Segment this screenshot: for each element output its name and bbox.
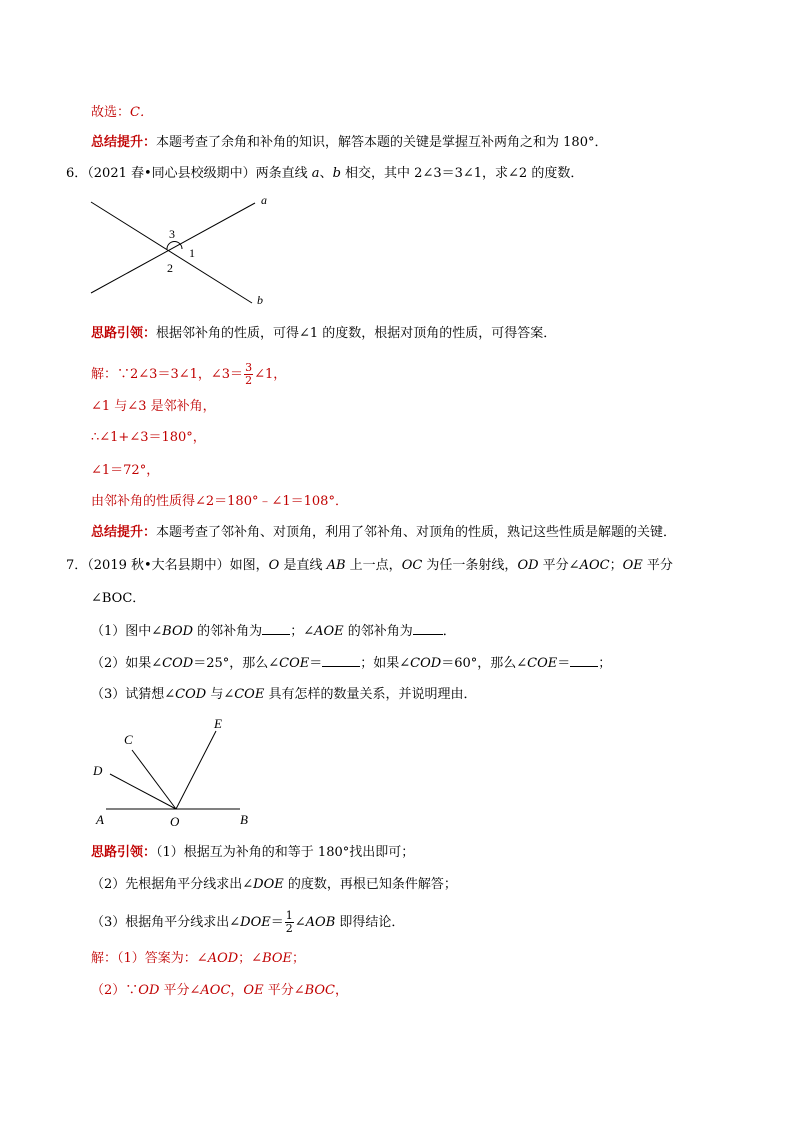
- label-b: b: [257, 293, 263, 307]
- p1-text: （1）图中∠: [91, 624, 163, 639]
- sol2-text: ，: [335, 983, 349, 998]
- sol2-text: （2）∵: [91, 983, 139, 998]
- q6-sol-line3: ∴∠1+∠3＝180°，: [91, 430, 206, 445]
- var-BOD: BOD: [162, 624, 194, 639]
- summary-label: 总结提升：: [91, 135, 157, 150]
- ray-OD: [110, 774, 176, 809]
- idea3-text: 即得结论．: [335, 915, 405, 930]
- q7-stem-line1: [66, 557, 673, 575]
- q6-idea: [91, 325, 556, 343]
- var-a: a: [311, 166, 320, 181]
- p2-text: （2）如果∠: [91, 656, 163, 671]
- q6-stem-tail: 相交，其中 2∠3＝3∠1，求∠2 的度数．: [340, 166, 584, 181]
- p1-text: 的邻补角为: [193, 624, 263, 639]
- choice-value: C．: [130, 105, 153, 120]
- var-BOE: BOE: [262, 951, 293, 966]
- p2-text: ＝: [309, 656, 323, 671]
- var-BOC: BOC: [304, 983, 336, 998]
- q7-stem-text: 7．（2019 秋•大名县期中）如图，: [66, 558, 269, 573]
- frac-num: 3: [245, 361, 253, 374]
- var-AOE: AOE: [314, 624, 344, 639]
- sol-label: 解：: [91, 951, 118, 966]
- q6-stem-text: 6．（2021 春•同心县校级期中）两条直线: [66, 166, 312, 181]
- var-COE: COE: [527, 656, 558, 671]
- ray-OE: [176, 731, 216, 809]
- idea-label: 思路引领：: [91, 845, 157, 860]
- choice-label: 故选：: [91, 105, 131, 120]
- p3-text: 与∠: [206, 687, 235, 702]
- q6-figure: [85, 192, 285, 308]
- q6-sol-line1: [91, 362, 286, 387]
- q7-stem-text: 是直线: [279, 558, 327, 573]
- p2-text: ；: [598, 656, 612, 671]
- idea-text: （1）根据互为补角的和等于 180°找出即可；: [156, 845, 415, 860]
- var-COD: COD: [410, 656, 442, 671]
- ray-OC: [132, 750, 176, 809]
- q7-stem-line2: ∠BOC．: [91, 591, 146, 606]
- frac-den: 2: [285, 922, 293, 935]
- var-O: O: [268, 558, 280, 573]
- q7-stem-text: 为任一条射线，: [422, 558, 518, 573]
- sol1-text: （1）答案为：∠: [117, 951, 208, 966]
- q7-figure: [90, 714, 260, 832]
- p2-text: ＝60°，那么∠: [441, 656, 528, 671]
- fraction-one-half: [285, 910, 294, 935]
- q7-part3: [91, 686, 476, 704]
- sol-text: ∵2∠3＝3∠1，∠3＝: [117, 367, 244, 382]
- q6-sol-line5: 由邻补角的性质得∠2＝180°﹣∠1＝108°．: [91, 494, 348, 509]
- summary-text: 本题考查了邻补角、对顶角，利用了邻补角、对顶角的性质，熟记这些性质是解题的关键．: [156, 525, 677, 540]
- idea2-text: （2）先根据角平分线求出∠: [91, 877, 254, 892]
- p2-text: ＝25°，那么∠: [193, 656, 280, 671]
- var-AOB: AOB: [305, 915, 336, 930]
- p3-text: （3）试猜想∠: [91, 687, 176, 702]
- label-C: C: [124, 732, 133, 747]
- var-COD: COD: [175, 687, 207, 702]
- sol2-text: 平分∠: [159, 983, 201, 998]
- q7-sol2: [91, 982, 348, 1000]
- p3-text: 具有怎样的数量关系，并说明理由．: [264, 687, 477, 702]
- var-AOC: AOC: [579, 558, 610, 573]
- idea2-text: 的度数，再根已知条件解答；: [283, 877, 457, 892]
- q6-stem: [66, 165, 583, 183]
- p2-text: ＝: [557, 656, 571, 671]
- var-OC: OC: [401, 558, 423, 573]
- var-COD: COD: [162, 656, 194, 671]
- summary-text: 本题考查了余角和补角的知识，解答本题的关键是掌握互补两角之和为 180°．: [156, 135, 608, 150]
- var-DOE: DOE: [240, 915, 271, 930]
- var-OE: OE: [243, 983, 264, 998]
- p1-text: ．: [442, 624, 456, 639]
- var-COE: COE: [279, 656, 310, 671]
- line-b: [91, 202, 252, 303]
- line-a: [91, 203, 255, 293]
- q7-idea2: [91, 876, 457, 894]
- q6-summary: [91, 524, 676, 542]
- var-AB: AB: [326, 558, 346, 573]
- q6-stem-sep: 、: [319, 166, 333, 181]
- sol2-text: ，: [230, 983, 244, 998]
- label-O: O: [170, 814, 180, 829]
- idea3-text: ∠: [294, 915, 306, 930]
- sol1-text: ；∠: [238, 951, 263, 966]
- idea-label: 思路引领：: [91, 326, 157, 341]
- angle-3-arc: [167, 242, 182, 250]
- answer-blank[interactable]: [570, 654, 598, 667]
- answer-blank[interactable]: [413, 622, 443, 635]
- var-AOC: AOC: [200, 983, 231, 998]
- label-3: 3: [169, 227, 175, 241]
- frac-den: 2: [245, 374, 253, 387]
- q7-idea: [91, 844, 414, 862]
- q6-sol-line4: ∠1＝72°，: [91, 463, 160, 478]
- answer-blank[interactable]: [322, 654, 360, 667]
- label-1: 1: [189, 246, 195, 260]
- var-COE: COE: [234, 687, 265, 702]
- p2-text: ；如果∠: [360, 656, 411, 671]
- label-E: E: [214, 716, 222, 731]
- q5-summary: [91, 134, 607, 152]
- q7-stem-text: 平分∠: [538, 558, 580, 573]
- q7-stem-text: ；: [609, 558, 623, 573]
- label-A: A: [96, 812, 104, 827]
- label-D: D: [93, 763, 103, 778]
- p1-text: ；∠: [290, 624, 315, 639]
- var-OD: OD: [517, 558, 539, 573]
- q7-sol1: [91, 950, 305, 968]
- q7-part2: [91, 654, 611, 673]
- label-B: B: [240, 812, 248, 827]
- q7-stem-text: 上一点，: [345, 558, 402, 573]
- summary-label: 总结提升：: [91, 525, 157, 540]
- label-a: a: [261, 193, 267, 207]
- var-AOD: AOD: [207, 951, 239, 966]
- sol2-text: 平分∠: [263, 983, 305, 998]
- idea-text: 根据邻补角的性质，可得∠1 的度数，根据对顶角的性质，可得答案．: [156, 326, 557, 341]
- q7-part1: [91, 622, 456, 641]
- q7-stem-text: 平分: [642, 558, 673, 573]
- frac-num: 1: [285, 909, 293, 922]
- q7-idea3: [91, 910, 404, 935]
- var-DOE: DOE: [253, 877, 284, 892]
- choice-line: [91, 104, 153, 122]
- sol-text-tail: ∠1，: [254, 367, 287, 382]
- p1-text: 的邻补角为: [343, 624, 413, 639]
- answer-blank[interactable]: [262, 622, 290, 635]
- fraction-three-halves: [244, 362, 253, 387]
- sol-label: 解：: [91, 367, 118, 382]
- sol1-text: ；: [292, 951, 306, 966]
- q6-sol-line2: ∠1 与∠3 是邻补角，: [91, 399, 216, 414]
- label-2: 2: [167, 261, 173, 275]
- var-b: b: [332, 166, 341, 181]
- var-OD: OD: [138, 983, 160, 998]
- idea3-eq: ＝: [270, 915, 284, 930]
- idea3-text: （3）根据角平分线求出∠: [91, 915, 241, 930]
- var-OE: OE: [622, 558, 643, 573]
